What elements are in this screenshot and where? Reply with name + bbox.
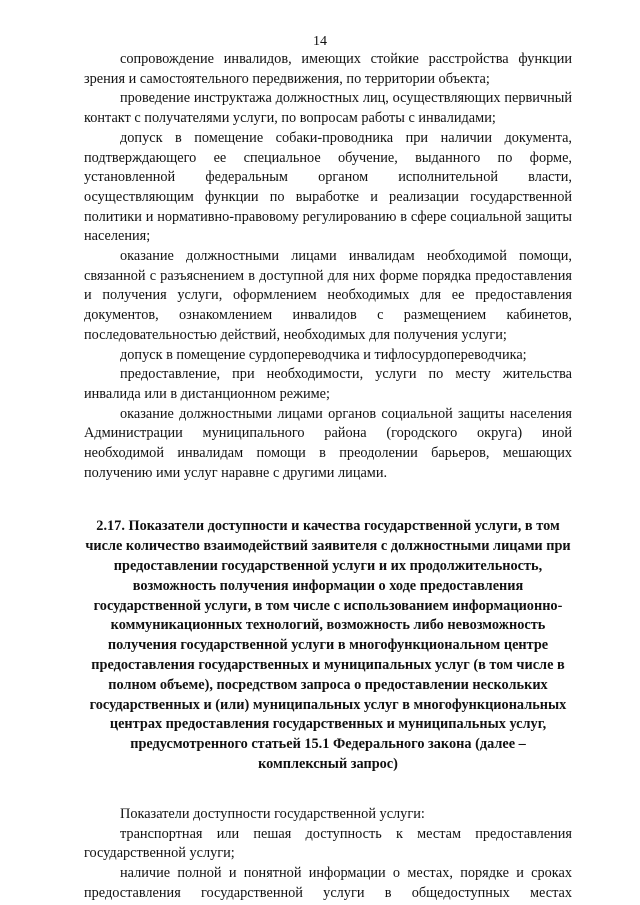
paragraph: транспортная или пешая доступность к местам предоставления государственной услуги; bbox=[84, 825, 572, 862]
page-number: 14 bbox=[313, 34, 327, 49]
paragraph: сопровождение инвалидов, имеющих стойкие расстройства функции зрения и самостоятельного передвижения, по территории объекта; bbox=[84, 51, 572, 87]
paragraph: оказание должностными лицами инвалидам необходимой помощи, связанной с разъяснением в доступной для них форме порядка предоставления и получения услуги, оформлением необходимых для ее предоставления документов, ознакомлением инвалидов с размещением кабинетов, последовательностью действий, необходимых для получения услуги; bbox=[84, 248, 572, 343]
section-heading: 2.17. Показатели доступности и качества государственной услуги, в том числе количество взаимодействий заявителя с должностными лицами при предоставлении государственной услуги и их продолжительность, возможность получения информации о ходе предоставления государственной услуги, в том числе с использованием информационно-коммуникационных технологий, возможность либо невозможность получения государственной услуги в многофункциональном центре предоставления государственных и муниципальных услуг (в том числе в полном объеме), посредством запроса о предоставлении нескольких государственных и (или) муниципальных услуг в многофункциональных центрах предоставления государственных и муниципальных услуг, предусмотренного статьей 15.1 Федерального закона (далее – комплексный запрос) bbox=[85, 518, 571, 773]
document-body bbox=[84, 50, 572, 903]
paragraph: проведение инструктажа должностных лиц, осуществляющих первичный контакт с получателями услуги, по вопросам работы с инвалидами; bbox=[84, 90, 572, 127]
paragraph: наличие полной и понятной информации о местах, порядке и сроках предоставления государственной услуги в общедоступных местах bbox=[84, 864, 572, 901]
paragraph: допуск в помещение собаки-проводника при наличии документа, подтверждающего ее специальное обучение, выданного по форме, установленной федеральным органом исполнительной власти, осуществляющим функции по выработке и реализации государственной политики и нормативно-правовому регулированию в сфере социальной защиты населения; bbox=[84, 129, 572, 245]
spacer bbox=[84, 775, 572, 805]
paragraph: оказание должностными лицами органов социальной защиты населения Администрации муниципального района (городского округа) иной необходимой инвалидам помощи в преодолении барьеров, мешающих получению ими услуг наравне с другими лицами. bbox=[84, 405, 572, 481]
paragraph: предоставление, при необходимости, услуги по месту жительства инвалида или в дистанционном режиме; bbox=[84, 366, 572, 402]
paragraph: допуск в помещение сурдопереводчика и тифлосурдопереводчика; bbox=[120, 346, 527, 363]
paragraph: Показатели доступности государственной услуги: bbox=[120, 805, 425, 822]
